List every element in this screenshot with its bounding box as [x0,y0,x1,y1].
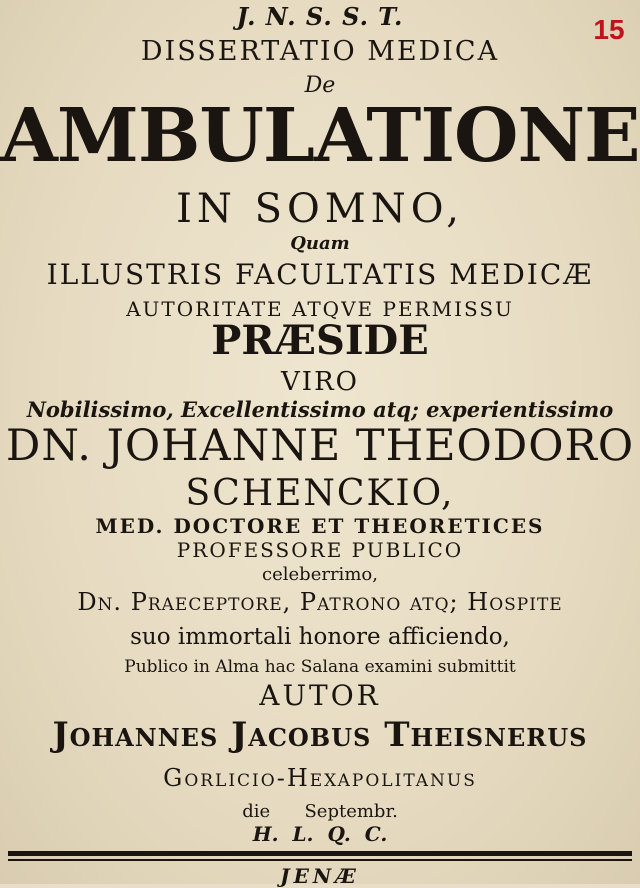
hlqc-line: H. L. Q. C. [252,822,388,846]
autoritate-line: AUTORITATE ATQVE PERMISSU [126,297,514,321]
imprint-place: JENÆ [280,864,360,888]
rule-thick [8,851,632,856]
suo-immortali-line: suo immortali honore afficiendo, [130,624,510,650]
schenckio: SCHENCKIO, [185,473,455,514]
rule-thin [8,859,632,861]
quam: Quam [290,233,350,254]
illustris-line: ILLUSTRIS FACULTATIS MEDICÆ [46,258,594,291]
motto: J. N. S. S. T. [236,2,404,31]
in-somno: IN SOMNO, [176,186,464,232]
date-line: die Septembr. [242,801,398,822]
publico-line: Publico in Alma hac Salana examini submittit [124,657,516,677]
nobilissimo-line: Nobilissimo, Excellentissimo atq; experientissimo [26,397,614,422]
dn-praeceptore-line: Dn. Praeceptore, Patrono atq; Hospite [77,588,563,616]
de-word: De [304,73,336,98]
autor: AUTOR [259,679,381,712]
professore-line: PROFESSORE PUBLICO [176,538,464,562]
author-name: Johannes Jacobus Theisnerus [52,715,588,755]
library-mark: 15 [593,14,625,45]
dn-johanne-line: DN. JOHANNE THEODORO [5,421,635,471]
gorlicio-line: Gorlicio-Hexapolitanus [163,764,477,792]
title: AMBULATIONE [0,93,640,179]
celeberrimo: celeberrimo, [262,564,378,585]
med-doctore-line: MED. DOCTORE ET THEORETICES [95,514,545,538]
dissertatio-heading: DISSERTATIO MEDICA [140,36,500,67]
viro: VIRO [281,367,359,397]
praeside: PRÆSIDE [211,317,429,364]
